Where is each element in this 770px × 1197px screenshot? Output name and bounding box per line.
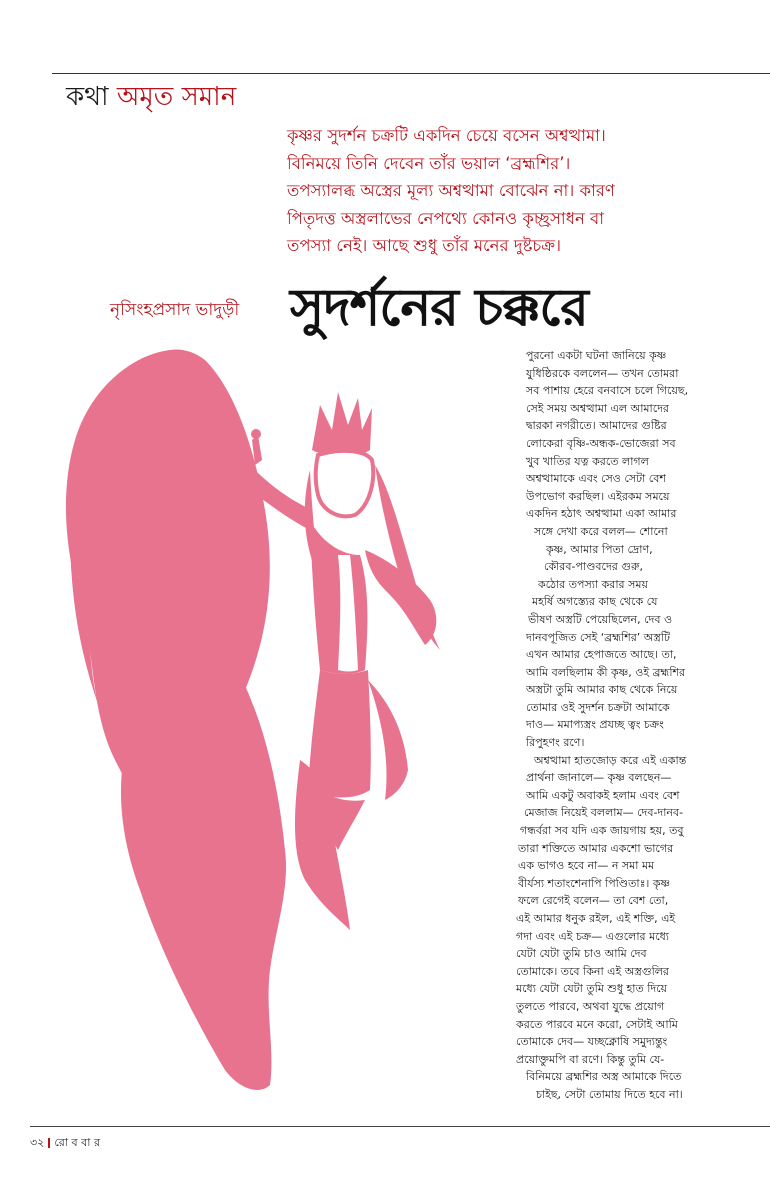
body-line: দাও— মমাপ্যস্ত্রং প্রযচ্ছ ত্বং চক্রং: [526, 718, 664, 732]
body-line: যেটা যেটা তুমি চাও আমি দেব: [516, 947, 647, 961]
bottom-rule: [30, 1126, 770, 1127]
body-line: সঙ্গে দেখা করে বলল— শোনো: [534, 524, 668, 538]
body-line: দ্বারকা নগরীতে। আমাদের গুষ্টির: [526, 419, 667, 433]
body-line: ফলে রেগেই বলেন— তা বেশ তো,: [518, 894, 669, 908]
section-title: [66, 80, 236, 114]
body-line: করতে পারবে মনে করো, সেটাই আমি: [516, 1017, 678, 1031]
body-line: লোকেরা বৃষ্ণি-অন্ধক-ভোজেরা সব: [526, 436, 676, 450]
body-line: আমি বলছিলাম কী কৃষ্ণ, ওই ব্রহ্মশির: [526, 665, 686, 679]
body-line: তুলতে পারবে, অথবা যুদ্ধে প্রয়োগ: [516, 999, 665, 1013]
body-line: রিপুহণং রণে।: [526, 736, 585, 750]
body-line: খুব খাতির যত্ন করতে লাগল: [526, 454, 649, 468]
folio-divider: [48, 1138, 50, 1148]
page-number: ৩২: [30, 1136, 45, 1149]
body-line: তোমাকে দেব— যচ্ছক্নোষি সমুদ্যন্তুং: [516, 1035, 668, 1049]
body-line: অস্ত্রটা তুমি আমার কাছ থেকে নিয়ে: [526, 683, 678, 697]
intro-line: কৃষ্ণর সুদর্শন চক্রটি একদিন চেয়ে বসেন অশ্বত্থামা।: [287, 126, 606, 145]
body-line: উপভোগ করছিল। এইরকম সময়ে: [526, 489, 670, 503]
top-rule: [52, 73, 770, 74]
body-line: বিনিময়ে ব্রহ্মশির অস্ত্র আমাকে দিতে: [526, 1070, 682, 1084]
body-line: তোমাকে। তবে কিনা এই অস্ত্রগুলির: [516, 964, 669, 978]
body-line: আমি একটু অবাকই হলাম এবং বেশ: [526, 788, 680, 802]
illustration-krishna-ashwatthama: [20, 330, 540, 1130]
intro-line: বিনিময়ে তিনি দেবেন তাঁর ভয়াল ‘ব্রহ্মশির’।: [287, 153, 571, 173]
body-line: চাইছ, সেটা তোমায় দিতে হবে না।: [536, 1087, 683, 1101]
body-line: সেই সময় অশ্বত্থামা এল আমাদের: [526, 401, 669, 415]
body-line: তারা শক্তিতে আমার একশো ভাগের: [518, 841, 674, 855]
body-line: এখন আমার হেপাজতে আছে। তা,: [526, 648, 677, 662]
page-footer: [30, 1136, 100, 1150]
body-line: পুরনো একটা ঘটনা জানিয়ে কৃষ্ণ: [526, 349, 667, 362]
body-line: প্রার্থনা জানালে— কৃষ্ণ বলছেন—: [526, 771, 672, 785]
body-line: অশ্বত্থামাকে এবং সেও সেটা বেশ: [526, 472, 666, 486]
article-body: [516, 347, 766, 1104]
body-line: যুধিষ্ঠিরকে বললেন— তখন তোমরা: [526, 366, 679, 380]
body-line: বীর্যস্য শতাংশেনাপি পিণ্ডিতাঃ। কৃষ্ণ: [518, 876, 671, 890]
body-line: দানবপূজিত সেই ‘ব্রহ্মশির’ অস্ত্রটি: [526, 630, 671, 644]
body-line: কৌরব-পাণ্ডবদের গুরু,: [544, 560, 643, 574]
body-line: প্রয়োক্তুমপি বা রণে। কিন্তু তুমি যে-: [516, 1052, 665, 1066]
body-line: ভীষণ অস্ত্রটি পেয়েছিলেন, দেব ও: [528, 612, 673, 626]
intro-line: তপস্যা নেই। আছে শুধু তাঁর মনের দুষ্টচক্র।: [287, 236, 561, 255]
magazine-name: রো ব বা র: [54, 1136, 100, 1149]
author-name: নৃসিংহপ্রসাদ ভাদুড়ী: [110, 300, 240, 320]
body-line: এক ভাগও হবে না— ন সমা মম: [518, 859, 655, 873]
intro-line: তপস্যালব্ধ অস্ত্রের মূল্য অশ্বত্থামা বোঝেন না। কারণ: [287, 181, 615, 200]
body-line: কঠোর তপস্যা করার সময়: [538, 577, 648, 591]
body-line: কৃষ্ণ, আমার পিতা দ্রোণ,: [546, 542, 653, 556]
body-line: এই আমার ধনুক রইল, এই শক্তি, এই: [516, 912, 676, 925]
article-headline: সুদর্শনের চক্করে: [290, 277, 588, 338]
section-title-word1: কথা: [66, 82, 109, 112]
intro-text: [287, 122, 757, 260]
body-line: গদা এবং এই চক্র— এগুলোর মধ্যে: [516, 929, 669, 943]
body-line: গন্ধর্বরা সব যদি এক জায়গায় হয়, তবু: [520, 824, 684, 838]
intro-line: পিতৃদত্ত অস্ত্রলাভের নেপথ্যে কোনও কৃচ্ছ্রসাধন বা: [287, 208, 605, 228]
section-title-word2: অমৃত সমান: [116, 82, 237, 112]
body-line: তোমার ওই সুদর্শন চক্রটা আমাকে: [526, 700, 670, 714]
body-line: সব পাশায় হেরে বনবাসে চলে গিয়েছ,: [526, 384, 689, 398]
body-line: মেজাজ নিয়েই বললাম— দেব-দানব-: [524, 806, 684, 820]
body-line: মধ্যে যেটা যেটা তুমি শুধু হাত দিয়ে: [516, 982, 668, 996]
body-line: অশ্বত্থামা হাতজোড় করে এই একান্ত: [534, 753, 687, 767]
body-line: মহর্ষি অগস্ত্যের কাছ থেকে যে: [532, 595, 658, 609]
body-line: একদিন হঠাৎ অশ্বত্থামা একা আমার: [526, 507, 677, 521]
